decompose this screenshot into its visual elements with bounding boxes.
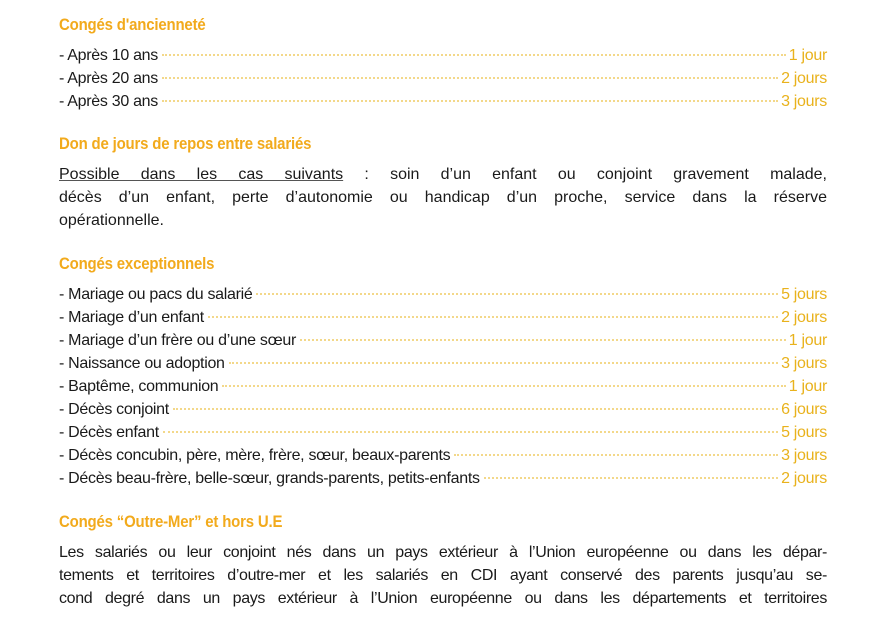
- list-item: [59, 90, 827, 113]
- item-label: - Après 30 ans: [59, 93, 158, 110]
- dotted-leader: [256, 293, 778, 295]
- item-label: - Décès enfant: [59, 424, 159, 441]
- section-title-anciennete: Congés d'ancienneté: [59, 15, 206, 34]
- list-item: [59, 352, 827, 375]
- underlined-intro: Possible dans les cas suivants: [59, 166, 344, 183]
- list-item: [59, 67, 827, 90]
- item-label: - Baptême, communion: [59, 378, 219, 395]
- dotted-leader: [208, 316, 778, 318]
- item-label: - Décès beau-frère, belle-sœur, grands-parents, petits-enfants: [59, 470, 480, 487]
- list-item: [59, 398, 827, 421]
- list-item: [59, 444, 827, 467]
- list-item: [59, 375, 827, 398]
- dotted-leader: [162, 100, 778, 102]
- item-value: 2 jours: [781, 470, 827, 487]
- item-label: - Après 10 ans: [59, 47, 158, 64]
- section-title-don: Don de jours de repos entre salariés: [59, 134, 312, 153]
- item-value: 5 jours: [781, 424, 827, 441]
- dotted-leader: [173, 408, 778, 410]
- item-label: - Mariage d’un frère ou d’une sœur: [59, 332, 297, 349]
- item-label: - Décès concubin, père, mère, frère, sœur, beaux-parents: [59, 447, 451, 464]
- list-item: [59, 467, 827, 490]
- dotted-leader: [163, 431, 778, 433]
- item-value: 1 jour: [788, 332, 827, 349]
- paragraph-line: cond degré dans un pays extérieur à l’Union européenne ou dans les départements et territoires: [59, 590, 827, 607]
- dotted-leader: [162, 77, 778, 79]
- item-value: 3 jours: [781, 447, 827, 464]
- item-label: - Mariage d’un enfant: [59, 309, 204, 326]
- dotted-leader: [222, 385, 785, 387]
- list-item: [59, 329, 827, 352]
- outremer-paragraph: [59, 541, 827, 610]
- list-item: [59, 421, 827, 444]
- item-value: 2 jours: [781, 70, 827, 87]
- item-label: - Mariage ou pacs du salarié: [59, 286, 253, 303]
- dotted-leader: [484, 477, 778, 479]
- paragraph-line: [59, 163, 827, 186]
- item-value: 1 jour: [788, 47, 827, 64]
- dotted-leader: [162, 54, 786, 56]
- item-value: 6 jours: [781, 401, 827, 418]
- item-value: 3 jours: [781, 355, 827, 372]
- don-paragraph: [59, 163, 827, 232]
- section-title-outremer: Congés “Outre-Mer” et hors U.E: [59, 512, 283, 531]
- paragraph-line: opérationnelle.: [59, 212, 164, 229]
- dotted-leader: [229, 362, 778, 364]
- list-item: [59, 44, 827, 67]
- line-text: : soin d’un enfant ou conjoint gravement malade,: [343, 166, 827, 183]
- item-value: 3 jours: [781, 93, 827, 110]
- item-value: 2 jours: [781, 309, 827, 326]
- paragraph-line: tements et territoires d’outre-mer et les salariés en CDI ayant conservé des parents jusqu’au se-: [59, 567, 827, 584]
- item-value: 1 jour: [788, 378, 827, 395]
- dotted-leader: [300, 339, 786, 341]
- list-item: [59, 283, 827, 306]
- paragraph-line: décès d’un enfant, perte d’autonomie ou handicap d’un proche, service dans la réserve: [59, 189, 827, 206]
- item-label: - Décès conjoint: [59, 401, 169, 418]
- item-value: 5 jours: [781, 286, 827, 303]
- dotted-leader: [454, 454, 778, 456]
- item-label: - Naissance ou adoption: [59, 355, 225, 372]
- section-title-exceptionnels: Congés exceptionnels: [59, 254, 215, 273]
- item-label: - Après 20 ans: [59, 70, 158, 87]
- paragraph-line: Les salariés ou leur conjoint nés dans un pays extérieur à l’Union européenne ou dans les dépar-: [59, 544, 827, 561]
- list-item: [59, 306, 827, 329]
